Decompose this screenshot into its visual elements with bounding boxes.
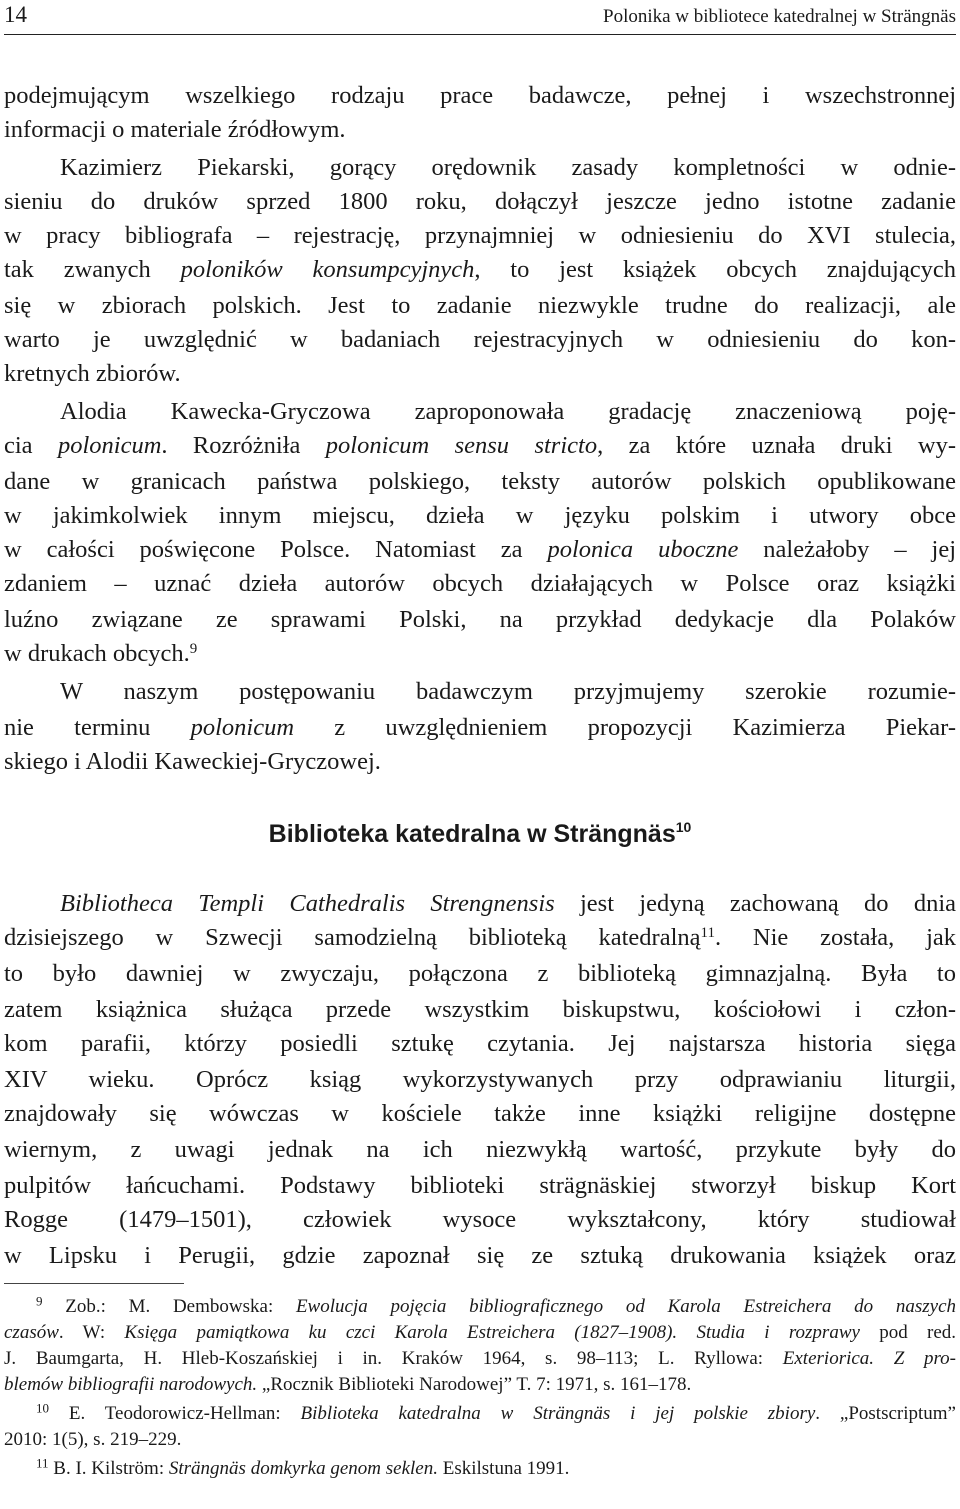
text-segment: kretnych zbiorów. bbox=[4, 360, 181, 387]
fn-italic: blemów bibliografii narodowych. bbox=[4, 1374, 258, 1395]
fn-text: . W: bbox=[58, 1322, 125, 1343]
text-line bbox=[60, 888, 956, 920]
text-segment: w pracy bibliografa – rejestrację, przynajmniej w odniesieniu do XVI stulecia, bbox=[4, 222, 956, 249]
footnote-10-line bbox=[36, 1401, 956, 1427]
page-number: 14 bbox=[4, 2, 27, 27]
fn-text: Zob.: M. Dembowska: bbox=[65, 1296, 296, 1317]
footnote-9-line bbox=[4, 1320, 956, 1346]
text-segment: się w zbiorach polskich. Jest to zadanie niezwykle trudne do realizacji, ale bbox=[4, 292, 956, 319]
italic-term: polonica uboczne bbox=[547, 536, 739, 563]
footnote-9-line bbox=[36, 1294, 956, 1320]
text-line bbox=[4, 1098, 956, 1130]
page-header bbox=[4, 0, 956, 35]
text-segment: skiego i Alodii Kaweckiej-Gryczowej. bbox=[4, 748, 381, 775]
text-line bbox=[4, 290, 956, 322]
text-line bbox=[4, 186, 956, 218]
text-line bbox=[4, 1240, 956, 1272]
text-segment: warto je uwzględnić w badaniach rejestracyjnych w odniesieniu do kon- bbox=[4, 326, 956, 353]
text-segment: w całości poświęcone Polsce. Natomiast za bbox=[4, 536, 548, 563]
footnote-9-line bbox=[4, 1372, 956, 1398]
text-segment: W naszym postępowaniu badawczym przyjmujemy szerokie rozumie- bbox=[60, 678, 956, 705]
text-segment: kom parafii, którzy posiedli sztukę czytania. Jej najstarsza historia sięga bbox=[4, 1030, 956, 1057]
section-heading-text: Biblioteka katedralna w Strängnäs bbox=[268, 820, 676, 848]
fn-text: B. I. Kilström: bbox=[53, 1458, 169, 1479]
text-line bbox=[4, 1204, 956, 1236]
text-segment: nie terminu bbox=[4, 714, 191, 741]
text-line bbox=[4, 466, 956, 498]
fn-text: 2010: 1(5), s. 219–229. bbox=[4, 1429, 182, 1450]
text-segment: XIV wieku. Oprócz ksiąg wykorzystywanych przy odprawianiu liturgii, bbox=[4, 1066, 956, 1093]
text-segment: Alodia Kawecka-Gryczowa zaproponowała gradację znaczeniową poję- bbox=[60, 398, 956, 425]
text-line bbox=[4, 1064, 956, 1096]
fn-italic: Księga pamiątkowa ku czci Karola Estreichera (1827–1908). Studia i rozprawy bbox=[124, 1322, 860, 1343]
text-segment: Kazimierz Piekarski, gorący orędownik zasady kompletności w odnie- bbox=[60, 154, 956, 181]
text-line bbox=[4, 220, 956, 252]
section-heading bbox=[0, 820, 960, 849]
text-line bbox=[4, 712, 956, 744]
text-segment: luźno związane ze sprawami Polski, na przykład dedykacje dla Polaków bbox=[4, 606, 956, 633]
text-line bbox=[4, 1134, 956, 1166]
fn-text: Eskilstuna 1991. bbox=[437, 1458, 570, 1479]
text-line bbox=[4, 958, 956, 990]
text-segment: to było dawniej w zwyczaju, połączona z biblioteką gimnazjalną. Była to bbox=[4, 960, 956, 987]
text-line bbox=[4, 568, 956, 600]
text-line bbox=[4, 746, 956, 778]
text-segment: zdaniem – uznać dzieła autorów obcych działających w Polsce oraz książki bbox=[4, 570, 956, 597]
fn-italic: Strängnäs domkyrka genom seklen. bbox=[168, 1458, 438, 1479]
text-line bbox=[4, 994, 956, 1026]
text-line bbox=[4, 114, 956, 146]
text-segment: dane w granicach państwa polskiego, teksty autorów polskich opublikowane bbox=[4, 468, 956, 495]
text-segment: dzisiejszego w Szwecji samodzielną biblioteką katedralną bbox=[4, 924, 701, 951]
text-line bbox=[4, 358, 956, 390]
text-segment: należałoby – jej bbox=[738, 536, 956, 563]
text-segment: informacji o materiale źródłowym. bbox=[4, 116, 346, 143]
fn-italic: Biblioteka katedralna w Strängnäs i jej polskie zbiory bbox=[300, 1403, 816, 1424]
text-line bbox=[4, 324, 956, 356]
text-segment: pulpitów łańcuchami. Podstawy biblioteki strägnäskiej stworzył biskup Kort bbox=[4, 1172, 956, 1199]
text-line bbox=[60, 396, 956, 428]
text-line bbox=[4, 922, 956, 954]
fn-text: J. Baumgarta, H. Hleb-Koszańskiej i in. Kraków 1964, s. 98–113; L. Ryllowa: bbox=[4, 1348, 764, 1369]
footnote-9-number: 9 bbox=[36, 1293, 43, 1309]
text-segment: cia bbox=[4, 432, 58, 459]
text-line bbox=[4, 80, 956, 112]
text-line bbox=[4, 430, 956, 462]
fn-italic: Exteriorica. Z pro- bbox=[782, 1348, 956, 1369]
fn-text: . „Postscriptum” bbox=[815, 1403, 956, 1424]
text-segment: zatem książnica służąca przede wszystkim biskupstwu, kościołowi i człon- bbox=[4, 996, 956, 1023]
footnote-ref-9: 9 bbox=[189, 640, 198, 657]
footnote-11-line bbox=[36, 1456, 956, 1482]
fn-text: E. Teodorowicz-Hellman: bbox=[68, 1403, 301, 1424]
footnote-ref-10: 10 bbox=[675, 819, 692, 836]
footnote-ref-11: 11 bbox=[700, 924, 715, 941]
text-segment: znajdowały się wówczas w kościele także inne książki religijne dostępne bbox=[4, 1100, 956, 1127]
italic-term: polonicum bbox=[57, 432, 162, 459]
text-segment: . Rozróżniła bbox=[161, 432, 326, 459]
fn-text: pod red. bbox=[859, 1322, 957, 1343]
text-segment: Rogge (1479–1501), człowiek wysoce wykształcony, który studiował bbox=[4, 1206, 956, 1233]
fn-text: „Rocznik Biblioteki Narodowej” T. 7: 1971, s. 161–178. bbox=[257, 1374, 692, 1395]
footnote-rule bbox=[4, 1283, 184, 1284]
footnote-10-line bbox=[4, 1427, 956, 1453]
text-segment: , to jest książek obcych znajdujących bbox=[474, 256, 956, 283]
italic-term: Bibliotheca Templi Cathedralis Strengnensis bbox=[60, 890, 555, 917]
fn-italic: czasów bbox=[4, 1322, 59, 1343]
text-segment: . Nie została, jak bbox=[714, 924, 956, 951]
fn-italic: Ewolucja pojęcia bibliograficznego od Karola Estreichera do naszych bbox=[295, 1296, 957, 1317]
text-line bbox=[60, 152, 956, 184]
text-segment: podejmującym wszelkiego rodzaju prace badawcze, pełnej i wszechstronnej bbox=[4, 82, 956, 109]
running-title: Polonika w bibliotece katedralnej w Strängnäs bbox=[603, 6, 956, 27]
text-line bbox=[4, 500, 956, 532]
italic-term: polonicum sensu stricto bbox=[325, 432, 598, 459]
text-line bbox=[4, 638, 956, 670]
italic-term: polonicum bbox=[190, 714, 295, 741]
text-line bbox=[4, 534, 956, 566]
text-line bbox=[60, 676, 956, 708]
text-segment: sieniu do druków sprzed 1800 roku, dołączył jeszcze jedno istotne zadanie bbox=[4, 188, 956, 215]
text-line bbox=[4, 254, 956, 286]
text-segment: w jakimkolwiek innym miejscu, dzieła w języku polskim i utwory obce bbox=[4, 502, 956, 529]
text-segment: z uwzględnieniem propozycji Kazimierza Piekar- bbox=[294, 714, 956, 741]
text-line bbox=[4, 604, 956, 636]
text-line bbox=[4, 1170, 956, 1202]
italic-term: poloników konsumpcyjnych bbox=[180, 256, 475, 283]
footnote-9-line bbox=[4, 1346, 956, 1372]
text-segment: tak zwanych bbox=[4, 256, 181, 283]
text-segment: w drukach obcych. bbox=[4, 640, 190, 667]
text-segment: jest jedyną zachowaną do dnia bbox=[554, 890, 956, 917]
footnote-10-number: 10 bbox=[36, 1400, 49, 1416]
text-segment: wiernym, z uwagi jednak na ich niezwykłą wartość, przykute były do bbox=[4, 1136, 956, 1163]
footnote-11-number: 11 bbox=[36, 1455, 49, 1471]
text-segment: w Lipsku i Perugii, gdzie zapoznał się ze sztuką drukowania książek oraz bbox=[4, 1242, 956, 1269]
text-segment: , za które uznała druki wy- bbox=[597, 432, 956, 459]
text-line bbox=[4, 1028, 956, 1060]
